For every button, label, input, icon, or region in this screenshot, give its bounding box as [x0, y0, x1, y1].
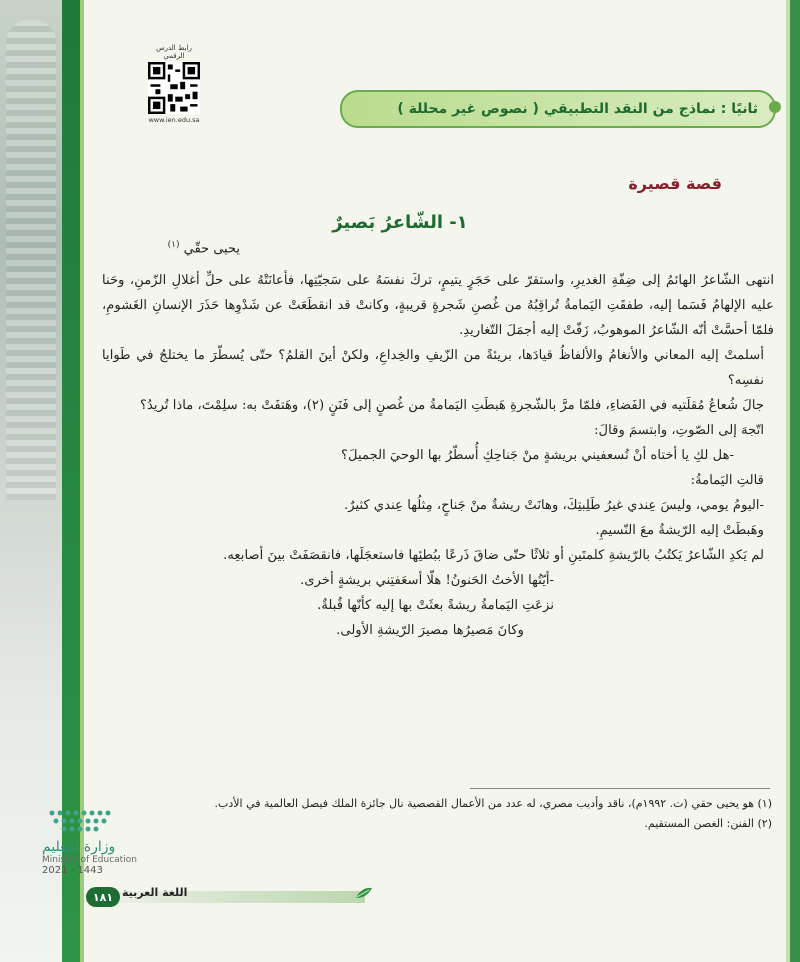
qr-code-icon[interactable]: [148, 62, 200, 114]
paragraph: أسلمتْ إليه المعاني والأنغامُ والألفاظُ قيادَها، بريئةً من الزّيفِ والخِداعِ، ولكنْ أينَ القلمُ؟ حتّى يُسطّرَ ما يختلجُ في طَوايا نفسِه؟: [102, 348, 764, 388]
paragraph: اتّجهَ إلى الصّوتِ، وابتسمَ وقالَ:: [594, 423, 764, 438]
footnote-divider: [470, 788, 770, 789]
paragraph: جالَ شُعاعُ مُقلَتيه في الفَضاءِ، فلمّا مرَّ بالشّجرةِ هَبطَتِ اليَمامةُ من غُصنٍ إلى فَنَنٍ (٢)، وهَتفَتْ به: سلِمْتَ، ماذا تُريدُ؟: [140, 398, 764, 413]
qr-url: www.ien.edu.sa: [148, 116, 200, 124]
story-body: [102, 268, 774, 643]
dialogue-line: -أيّتُها الأختُ الحَنونُ! هلّا أسعَفتِني بريشةٍ أخرى.: [300, 573, 554, 588]
minaret-image: [6, 20, 56, 500]
ministry-name: وزارة التعليم: [42, 839, 116, 855]
story-title: ١- الشّاعرُ بَصيرٌ: [332, 212, 468, 233]
footnote-item: (٢) الفنن: الغصن المستقيم.: [644, 817, 772, 830]
ministry-name-en: Ministry of Education: [42, 855, 137, 865]
digital-lesson-qr[interactable]: [146, 44, 202, 136]
genre-subtitle: قصة قصيرة: [628, 174, 722, 193]
paragraph: نزعَتِ اليَمامةُ ريشةً بعثَتْ بها إليه كأنّها قُبلةٌ.: [317, 598, 554, 613]
paragraph: وهَبطَتْ إليه الرّيشةُ معَ النّسيمِ.: [595, 523, 764, 538]
section-heading-bar: [340, 90, 776, 128]
footnotes: [100, 794, 772, 834]
right-edge-stripe: [790, 0, 800, 962]
dialogue-line: -اليومُ يومي، وليسَ عِندي غيرُ طَلِبتِكَ، وهانَتْ ريشةٌ منْ جَناحٍ، مِثلُها عِندي كثيرٌ.: [344, 498, 764, 513]
footnote-item: (١) هو يحيى حقي (ت. ١٩٩٢م)، ناقد وأديب مصري، له عدد من الأعمال القصصية نال جائزة الملك فيصل العالمية في الأدب.: [214, 797, 772, 810]
paragraph: قالتِ اليَمامةُ:: [690, 473, 764, 488]
ministry-dots-icon: [42, 805, 132, 835]
paragraph: لم يَكدِ الشّاعرُ يَكتُبُ بالرّيشةِ كلمتَينِ أو ثلاثًا حتّى ضاقَ ذَرعًا ببُطئِها فاستعجَلَها، فانقصَفَتْ بينَ أصابعِه.: [223, 548, 764, 563]
qr-caption: رابط الدرس الرقمي: [156, 44, 192, 60]
page-number: ١٨١: [86, 887, 120, 907]
ministry-logo: [42, 805, 182, 876]
bar-end-dot: [769, 101, 781, 113]
paragraph: انتهى الشّاعرُ الهائمُ إلى ضِفّةِ الغديرِ، واستقرّ على حَجَرٍ يتيمٍ، تركَ نفسَهُ على سَجيّتِها، فأعانَتْهُ على حلِّ أغلالِ الزّمنِ، وحَنا عليه الإلهامُ فَسَما إليه، طفقَتِ اليَمامةُ تُراقِبُهُ من غُصنِ شَجرةٍ قريبةٍ، وكانتْ قد انقطَعَتْ عن شَدْوِها حَذَرَ الإنسانِ الغَشومِ، فلمّا أحسَّتْ أنّه الشّاعرُ الموهوبُ، زَفّتْ إليه أجمَلَ التّغاريدِ.: [102, 273, 774, 338]
author-line: [168, 240, 240, 256]
subject-label: اللغة العربية: [122, 886, 188, 899]
section-title: ثانيًا : نماذج من النقد التطبيقي ( نصوص غير محللة ): [397, 101, 758, 117]
leaf-icon: [355, 886, 373, 900]
paragraph: وكانَ مَصيرُها مصيرَ الرّيشةِ الأولى.: [336, 623, 524, 638]
right-edge-light-stripe: [786, 0, 790, 962]
author-name: يحيى حقّي: [183, 241, 240, 257]
dialogue-line: -هل لكِ يا أختاه أنْ تُسعفيني بريشةٍ منْ جَناحِكِ أُسطّرُ بها الوحيَ الجميلَ؟: [341, 448, 734, 463]
edition-year: 2021 - 1443: [42, 865, 103, 876]
author-footnote-ref: (١): [167, 240, 180, 250]
